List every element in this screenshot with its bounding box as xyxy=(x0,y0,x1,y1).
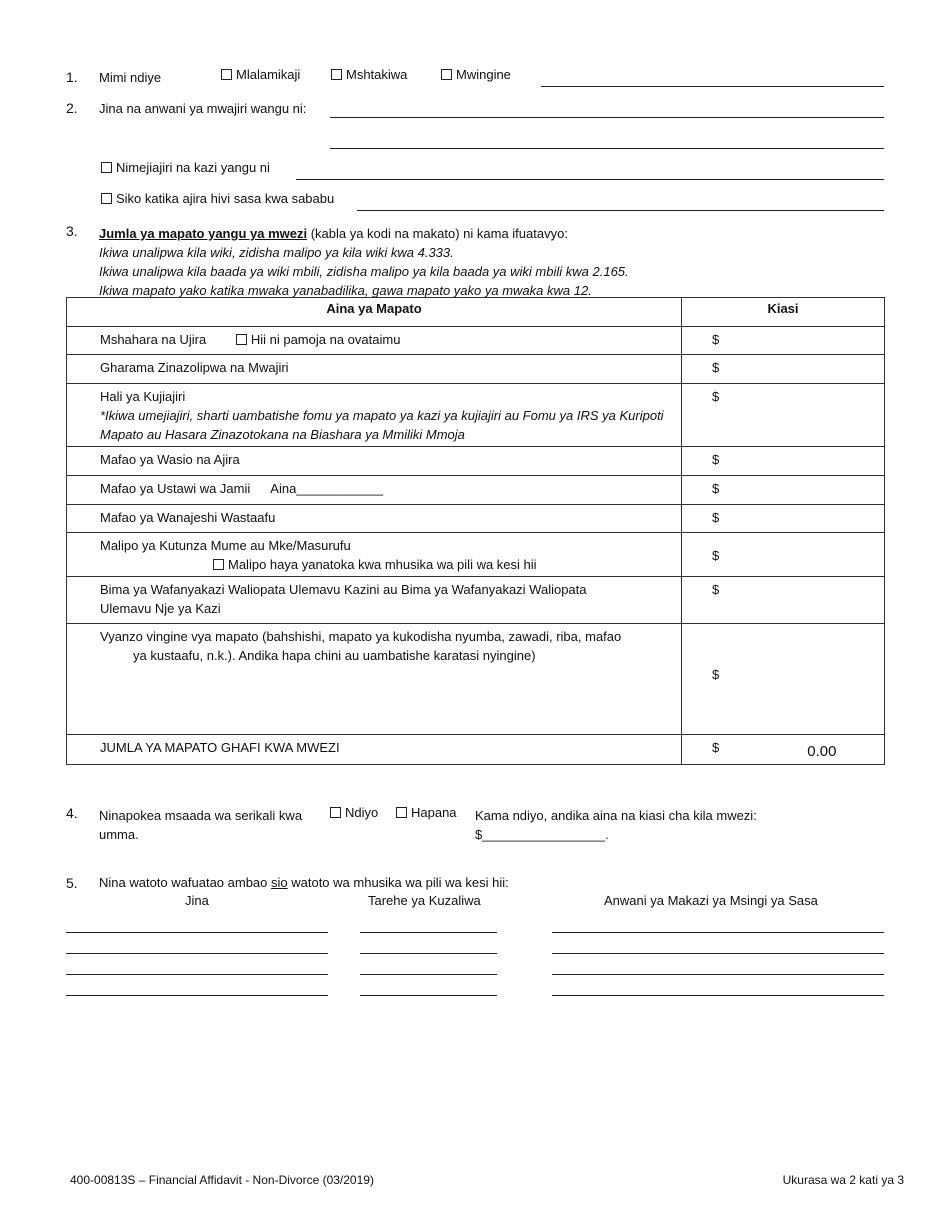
q4-if-yes: Kama ndiyo, andika aina na kiasi cha kila mwezi: $_________________. xyxy=(475,808,757,842)
q2-label: Jina na anwani ya mwajiri wangu ni: xyxy=(99,101,307,116)
q3-note-biweekly: Ikiwa unalipwa kila baada ya wiki mbili, zidisha malipo ya kila baada ya wiki mbili kwa 2.165. xyxy=(99,264,629,279)
q1-other-line[interactable] xyxy=(541,86,884,87)
q3-note-annual: Ikiwa mapato yako katika mwaka yanabadilika, gawa mapato yako ya mwaka kwa 12. xyxy=(99,283,592,298)
q4-label: Ninapokea msaada wa serikali kwa umma. xyxy=(99,808,303,842)
not-employed-line[interactable] xyxy=(357,210,884,211)
amount-cell[interactable]: $ xyxy=(682,533,885,577)
col-income-type: Aina ya Mapato xyxy=(67,298,682,327)
table-row: Hali ya Kujiajiri *Ikiwa umejiajiri, sharti uambatishe fomu ya mapato ya kazi ya kujiajiri au Fomu ya IRS ya Kuripoti Mapato au Hasara Zinazotokana na Biashara ya Mmiliki Mmoja $ xyxy=(67,384,885,447)
self-employed-line[interactable] xyxy=(296,179,884,180)
assistance-amount-field[interactable]: $_________________. xyxy=(475,827,609,842)
col-child-name: Jina xyxy=(185,893,209,908)
employer-line-2[interactable] xyxy=(330,148,884,149)
checkbox-mshtakiwa[interactable]: Mshtakiwa xyxy=(331,67,407,82)
table-row: Gharama Zinazolipwa na Mwajiri $ xyxy=(67,355,885,384)
q4-number: 4. xyxy=(66,805,78,821)
checkbox-yes[interactable]: Ndiyo xyxy=(330,805,378,820)
q3-title: Jumla ya mapato yangu ya mwezi xyxy=(99,226,308,241)
q3-heading: Jumla ya mapato yangu ya mwezi (kabla ya kodi na makato) ni kama ifuatavyo: Ikiwa unalipwa kila wiki, zidisha malipo ya kila wiki kwa 4.333. Ikiwa unalipwa kila baada ya wiki mbili, zidisha malipo ya kila baada ya wiki mbili kwa 2.165. Ikiwa mapato yako katika mwaka yanabadilika, gawa mapato yako ya mwaka kwa 12. xyxy=(99,226,629,298)
q3-number: 3. xyxy=(66,223,78,239)
table-row: Mshahara na Ujira Hii ni pamoja na ovataimu $ xyxy=(67,327,885,355)
checkbox-self-employed[interactable]: Nimejiajiri na kazi yangu ni xyxy=(101,160,270,175)
footer-page-number: Ukurasa wa 2 kati ya 3 xyxy=(782,1173,904,1187)
amount-cell[interactable]: $ xyxy=(682,476,885,505)
total-value: 0.00 xyxy=(807,743,837,760)
table-row: Bima ya Wafanyakazi Waliopata Ulemavu Kazini au Bima ya Wafanyakazi Waliopata Ulemavu Nje ya Kazi $ xyxy=(67,577,885,624)
checkbox-no[interactable]: Hapana xyxy=(396,805,457,820)
table-row: Mafao ya Wasio na Ajira $ xyxy=(67,447,885,476)
q1-label: Mimi ndiye xyxy=(99,70,162,85)
q1-number: 1. xyxy=(66,69,78,85)
amount-cell[interactable]: $ xyxy=(682,577,885,624)
checkbox-spousal-from-other-party[interactable]: Malipo haya yanatoka kwa mhusika wa pili wa kesi hii xyxy=(213,557,537,572)
q3-note-weekly: Ikiwa unalipwa kila wiki, zidisha malipo ya kila wiki kwa 4.333. xyxy=(99,245,454,260)
employer-line-1[interactable] xyxy=(330,117,884,118)
amount-cell[interactable]: $ xyxy=(682,505,885,533)
total-amount-cell[interactable]: $ 0.00 xyxy=(682,735,885,765)
footer-form-id: 400-00813S – Financial Affidavit - Non-Divorce (03/2019) xyxy=(70,1173,374,1187)
welfare-type-field[interactable]: Aina____________ xyxy=(270,481,384,496)
checkbox-overtime[interactable]: Hii ni pamoja na ovataimu xyxy=(236,332,401,347)
table-row: Malipo ya Kutunza Mume au Mke/Masurufu Malipo haya yanatoka kwa mhusika wa pili wa kesi hii $ xyxy=(67,533,885,577)
q2-number: 2. xyxy=(66,100,78,116)
amount-cell[interactable]: $ xyxy=(682,384,885,447)
amount-cell[interactable]: $ xyxy=(682,327,885,355)
amount-cell[interactable]: $ xyxy=(682,624,885,735)
col-amount: Kiasi xyxy=(682,298,885,327)
table-row: Vyanzo vingine vya mapato (bahshishi, mapato ya kukodisha nyumba, zawadi, riba, mafao ya kustaafu, n.k.). Andika hapa chini au uambatishe karatasi nyingine) $ xyxy=(67,624,885,735)
income-table xyxy=(66,297,885,765)
checkbox-not-employed[interactable]: Siko katika ajira hivi sasa kwa sababu xyxy=(101,191,334,206)
table-row: Mafao ya Wanajeshi Wastaafu $ xyxy=(67,505,885,533)
col-child-dob: Tarehe ya Kuzaliwa xyxy=(368,893,481,908)
self-employment-note: *Ikiwa umejiajiri, sharti uambatishe fomu ya mapato ya kazi ya kujiajiri au Fomu ya IRS ya Kuripoti Mapato au Hasara Zinazotokana na Biashara ya Mmiliki Mmoja xyxy=(100,408,664,442)
table-row xyxy=(67,735,885,765)
total-label: JUMLA YA MAPATO GHAFI KWA MWEZI xyxy=(67,735,682,765)
q5-number: 5. xyxy=(66,875,78,891)
checkbox-mlalamikaji[interactable]: Mlalamikaji xyxy=(221,67,300,82)
table-row: Mafao ya Ustawi wa Jamii Aina____________ $ xyxy=(67,476,885,505)
q5-label: Nina watoto wafuatao ambao sio watoto wa mhusika wa pili wa kesi hii: xyxy=(99,875,509,890)
col-child-address: Anwani ya Makazi ya Msingi ya Sasa xyxy=(604,893,818,908)
amount-cell[interactable]: $ xyxy=(682,355,885,384)
amount-cell[interactable]: $ xyxy=(682,447,885,476)
checkbox-mwingine[interactable]: Mwingine xyxy=(441,67,511,82)
